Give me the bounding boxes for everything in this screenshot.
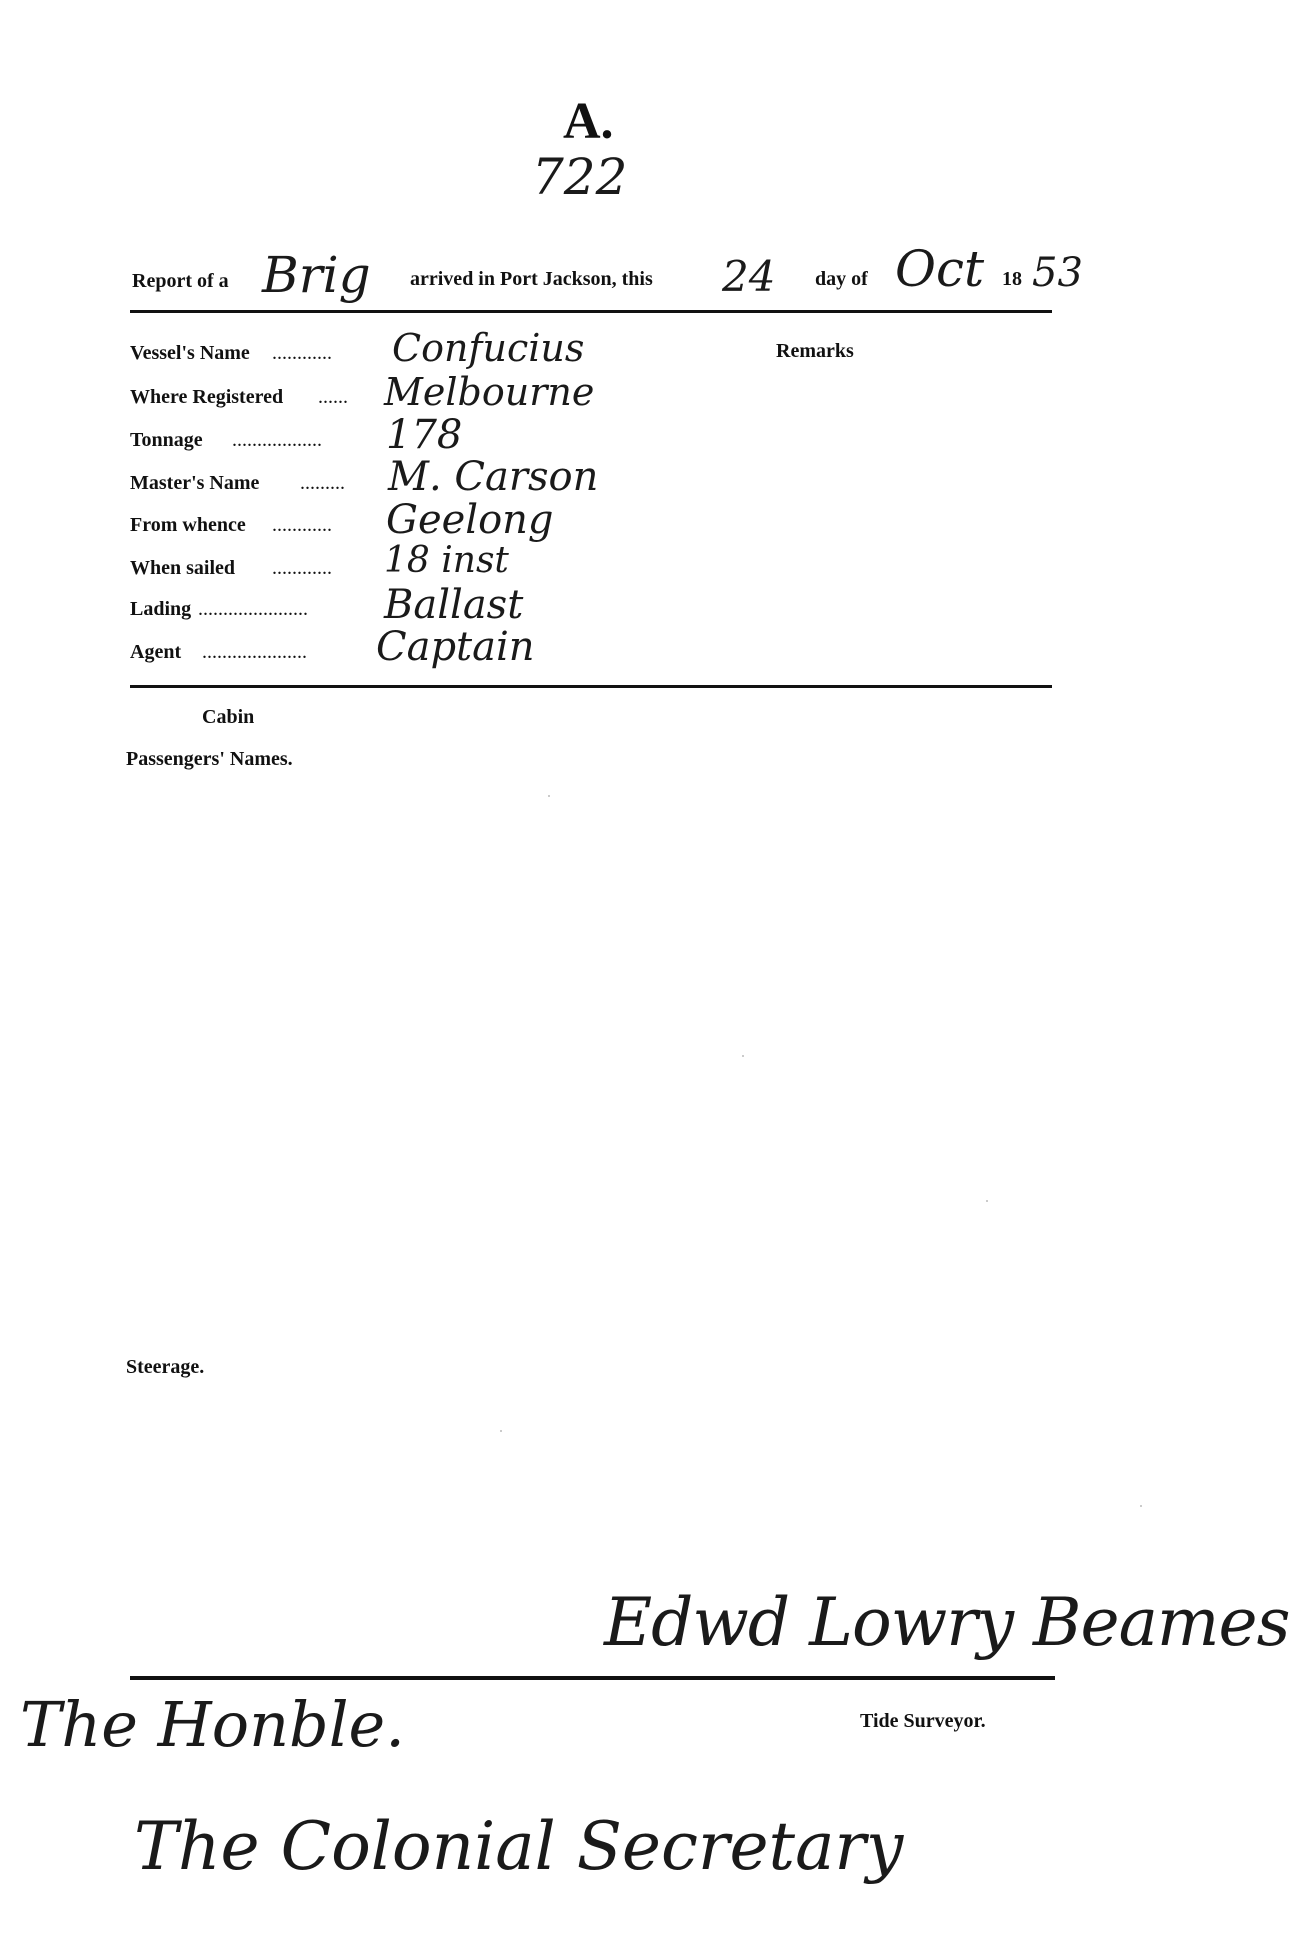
- remarks-label: Remarks: [776, 340, 854, 362]
- arrival-month-value: Oct: [895, 240, 985, 298]
- form-letter: A.: [563, 93, 614, 150]
- tonnage-value: 178: [386, 412, 463, 458]
- addressee-line-2: The Colonial Secretary: [134, 1808, 904, 1885]
- top-rule: [130, 310, 1052, 313]
- paper-speck: [1140, 1505, 1142, 1507]
- agent-label: Agent: [130, 641, 182, 663]
- master-name-leader: .........: [300, 472, 345, 494]
- vessel-name-label: Vessel's Name: [130, 342, 250, 364]
- form-number: 722: [532, 148, 628, 206]
- agent-value: Captain: [376, 624, 535, 670]
- cabin-heading: Cabin: [202, 706, 255, 728]
- vessel-type-value: Brig: [262, 246, 371, 304]
- signature-rule: [130, 1676, 1055, 1680]
- arrival-day-value: 24: [722, 252, 776, 301]
- tonnage-label: Tonnage: [130, 429, 203, 451]
- from-whence-leader: ............: [272, 514, 332, 536]
- paper-speck: [986, 1200, 988, 1202]
- year-prefix: 18: [1002, 268, 1022, 290]
- from-whence-value: Geelong: [386, 497, 554, 543]
- tide-surveyor-signature: Edwd Lowry Beames: [604, 1584, 1289, 1661]
- steerage-heading: Steerage.: [126, 1356, 205, 1378]
- master-name-value: M. Carson: [388, 454, 599, 500]
- when-sailed-value: 18 inst: [384, 540, 509, 581]
- report-prefix: Report of a: [132, 270, 229, 292]
- lading-value: Ballast: [384, 582, 524, 628]
- tide-surveyor-title: Tide Surveyor.: [860, 1710, 986, 1732]
- vessel-name-leader: ............: [272, 342, 332, 364]
- when-sailed-leader: ............: [272, 557, 332, 579]
- addressee-line-1: The Honble.: [20, 1688, 405, 1761]
- where-registered-leader: ......: [318, 386, 348, 408]
- where-registered-label: Where Registered: [130, 386, 284, 408]
- agent-leader: .....................: [202, 641, 307, 663]
- lading-label: Lading: [130, 598, 192, 620]
- paper-speck: [742, 1055, 744, 1057]
- middle-rule: [130, 685, 1052, 688]
- from-whence-label: From whence: [130, 514, 246, 536]
- report-middle: arrived in Port Jackson, this: [410, 268, 653, 290]
- lading-leader: ......................: [198, 598, 308, 620]
- paper-speck: [500, 1430, 502, 1432]
- passengers-names-heading: Passengers' Names.: [126, 748, 293, 770]
- year-suffix-value: 53: [1032, 250, 1083, 296]
- paper-speck: [548, 795, 550, 797]
- vessel-name-value: Confucius: [392, 326, 585, 370]
- day-of-label: day of: [815, 268, 868, 290]
- when-sailed-label: When sailed: [130, 557, 236, 579]
- master-name-label: Master's Name: [130, 472, 260, 494]
- where-registered-value: Melbourne: [384, 370, 595, 414]
- tonnage-leader: ..................: [232, 429, 322, 451]
